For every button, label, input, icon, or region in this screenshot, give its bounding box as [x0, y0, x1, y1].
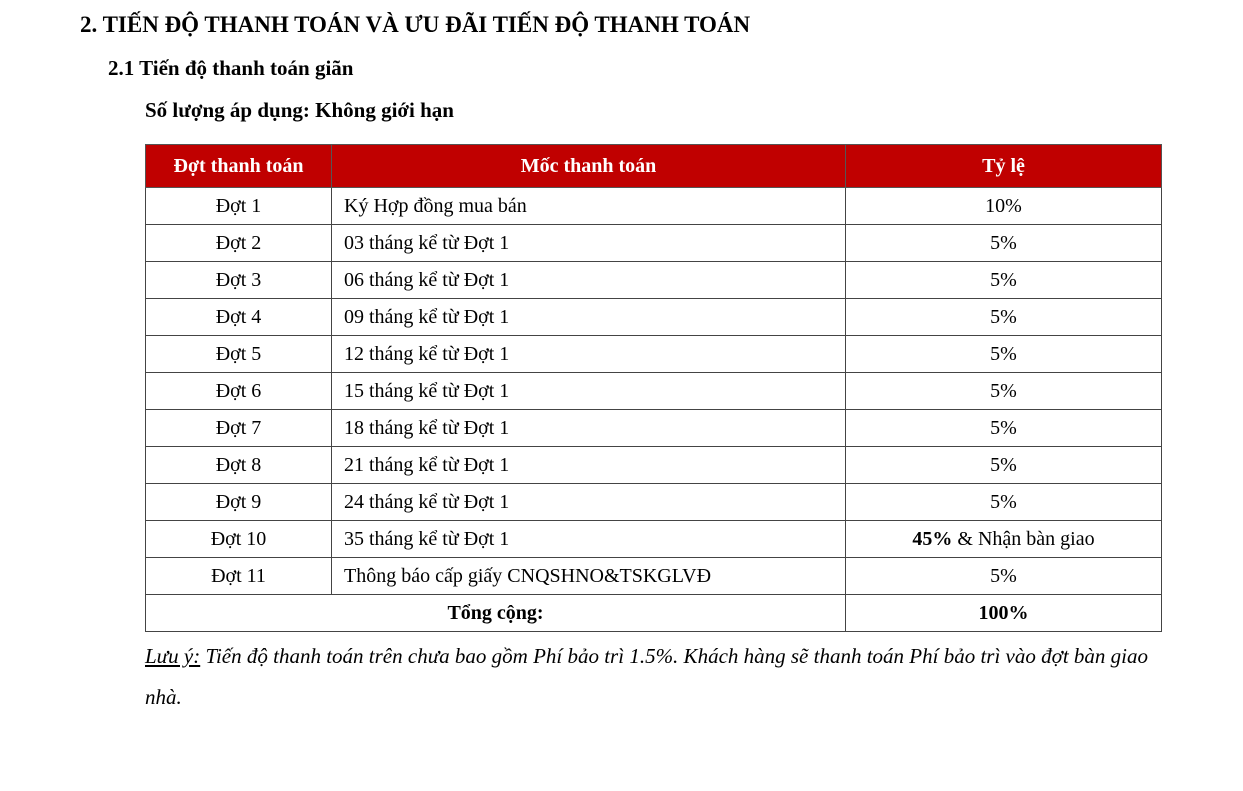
table-row	[146, 188, 1162, 225]
note-text: Tiến độ thanh toán trên chưa bao gồm Phí bảo trì 1.5%. Khách hàng sẽ thanh toán Phí bảo trì vào đợt bàn giao nhà.	[145, 644, 1149, 709]
note-label: Lưu ý:	[145, 644, 201, 668]
header-stage: Đợt thanh toán	[146, 145, 332, 188]
stage-cell: Đợt 8	[146, 447, 332, 484]
table-row	[146, 225, 1162, 262]
rate-cell	[846, 410, 1162, 447]
milestone-cell: 15 tháng kể từ Đợt 1	[332, 373, 846, 410]
note-paragraph	[145, 636, 1175, 718]
rate-cell	[846, 484, 1162, 521]
milestone-cell: 06 tháng kể từ Đợt 1	[332, 262, 846, 299]
table-row	[146, 336, 1162, 373]
stage-cell: Đợt 10	[146, 521, 332, 558]
rate-cell	[846, 225, 1162, 262]
milestone-cell: 35 tháng kể từ Đợt 1	[332, 521, 846, 558]
rate-value: 45%	[912, 527, 953, 550]
milestone-cell: 18 tháng kể từ Đợt 1	[332, 410, 846, 447]
rate-cell	[846, 373, 1162, 410]
table-header-row	[146, 145, 1162, 188]
stage-cell: Đợt 6	[146, 373, 332, 410]
milestone-cell: 12 tháng kể từ Đợt 1	[332, 336, 846, 373]
milestone-cell: Thông báo cấp giấy CNQSHNO&TSKGLVĐ	[332, 558, 846, 595]
section-heading: 2. TIẾN ĐỘ THANH TOÁN VÀ ƯU ĐÃI TIẾN ĐỘ THANH TOÁN	[80, 12, 751, 37]
total-label: Tổng cộng:	[146, 595, 846, 632]
rate-cell	[846, 262, 1162, 299]
total-value: 100%	[846, 595, 1162, 632]
rate-value: 5%	[990, 268, 1017, 291]
stage-cell: Đợt 2	[146, 225, 332, 262]
table-row	[146, 410, 1162, 447]
rate-cell	[846, 521, 1162, 558]
stage-cell: Đợt 4	[146, 299, 332, 336]
rate-value: 5%	[990, 342, 1017, 365]
stage-cell: Đợt 11	[146, 558, 332, 595]
table-row	[146, 262, 1162, 299]
rate-value: 5%	[990, 564, 1017, 587]
table-row	[146, 521, 1162, 558]
milestone-cell: 24 tháng kể từ Đợt 1	[332, 484, 846, 521]
rate-value: 5%	[990, 453, 1017, 476]
table-row	[146, 484, 1162, 521]
stage-cell: Đợt 9	[146, 484, 332, 521]
rate-cell	[846, 336, 1162, 373]
table-row	[146, 373, 1162, 410]
rate-cell	[846, 299, 1162, 336]
rate-value: 5%	[990, 490, 1017, 513]
header-rate: Tỷ lệ	[846, 145, 1162, 188]
rate-value: 5%	[990, 416, 1017, 439]
rate-value: 5%	[990, 305, 1017, 328]
quantity-line: Số lượng áp dụng: Không giới hạn	[145, 98, 454, 122]
stage-cell: Đợt 1	[146, 188, 332, 225]
milestone-cell: 21 tháng kể từ Đợt 1	[332, 447, 846, 484]
rate-value: 10%	[985, 194, 1022, 217]
stage-cell: Đợt 5	[146, 336, 332, 373]
milestone-cell: 03 tháng kể từ Đợt 1	[332, 225, 846, 262]
header-milestone: Mốc thanh toán	[332, 145, 846, 188]
table-row	[146, 299, 1162, 336]
total-row	[146, 595, 1162, 632]
rate-cell	[846, 447, 1162, 484]
rate-cell	[846, 188, 1162, 225]
milestone-cell: Ký Hợp đồng mua bán	[332, 188, 846, 225]
table-row	[146, 447, 1162, 484]
stage-cell: Đợt 7	[146, 410, 332, 447]
payment-schedule-table	[145, 144, 1162, 632]
rate-cell	[846, 558, 1162, 595]
milestone-cell: 09 tháng kể từ Đợt 1	[332, 299, 846, 336]
table-row	[146, 558, 1162, 595]
subsection-heading: 2.1 Tiến độ thanh toán giãn	[108, 56, 354, 80]
rate-value: 5%	[990, 379, 1017, 402]
rate-extra: & Nhận bàn giao	[952, 527, 1095, 550]
rate-value: 5%	[990, 231, 1017, 254]
stage-cell: Đợt 3	[146, 262, 332, 299]
